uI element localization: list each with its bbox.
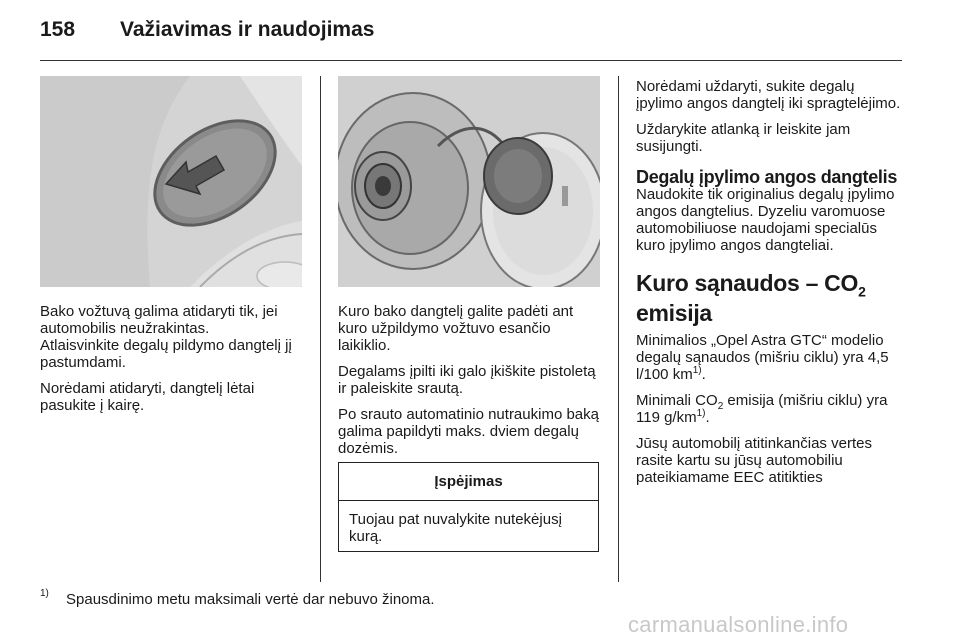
footnote-mark: 1) xyxy=(40,588,49,599)
column-3 xyxy=(636,78,904,495)
column-2 xyxy=(338,303,602,466)
paragraph: Degalams įpilti iki galo įkiškite pistoletą ir paleiskite srautą. xyxy=(338,363,596,397)
section-heading: Degalų įpylimo angos dangtelis xyxy=(636,167,898,187)
page-header xyxy=(40,18,920,58)
page-title: Važiavimas ir naudojimas xyxy=(120,18,375,41)
warning-text: Tuojau pat nuvalykite nutekėjusį kurą. xyxy=(349,511,562,545)
watermark: carmanualsonline.info xyxy=(628,612,849,637)
column-divider xyxy=(618,76,619,582)
fuel-filler-open-image xyxy=(338,76,600,287)
paragraph: Minimali $CO_2$ emisija (mišriu ciklu) yra 119 $g/km^{1)}$. xyxy=(636,392,888,426)
warning-title: Įspėjimas xyxy=(339,463,598,501)
footnote-text: Spausdinimo metu maksimali vertė dar nebuvo žinoma. xyxy=(66,591,435,608)
paragraph: Kuro bako dangtelį galite padėti ant kuro užpildymo vožtuvo esančio laikiklio. xyxy=(338,303,574,354)
paragraph: Naudokite tik originalius degalų įpylimo angos dangtelius. Dyzeliu varomuose automobiliuose naudojami specialūs kuro įpylimo angos dangteliai. xyxy=(636,186,895,254)
paragraph: Atlaisvinkite degalų pildymo dangtelį jį pastumdami. xyxy=(40,337,292,371)
paragraph: Po srauto automatinio nutraukimo baką galima papildyti maks. dviem degalų dozėmis. xyxy=(338,406,599,457)
fuel-flap-image xyxy=(40,76,302,287)
header-rule xyxy=(40,60,902,61)
column-1 xyxy=(40,303,302,423)
paragraph: Bako vožtuvą galima atidaryti tik, jei automobilis neužrakintas. xyxy=(40,303,278,337)
section-heading-co2: Kuro sąnaudos – $CO_2$ emisija xyxy=(636,270,866,326)
paragraph: Uždarykite atlanką ir leiskite jam susijungti. xyxy=(636,121,851,155)
warning-box xyxy=(338,462,599,552)
paragraph: Norėdami atidaryti, dangtelį lėtai pasukite į kairę. xyxy=(40,380,255,414)
page-number: 158 xyxy=(40,18,76,41)
paragraph: Jūsų automobilį atitinkančias vertes rasite kartu su jūsų automobiliu pateikiamame EEC atitikties xyxy=(636,435,872,486)
paragraph: Norėdami uždaryti, sukite degalų įpylimo angos dangtelį iki spragtelėjimo. xyxy=(636,78,901,112)
paragraph: Minimalios „Opel Astra GTC“ modelio degalų sąnaudos (mišriu ciklu) yra 4,5 l/100 $km^{1)}$. xyxy=(636,332,889,383)
column-divider xyxy=(320,76,321,582)
